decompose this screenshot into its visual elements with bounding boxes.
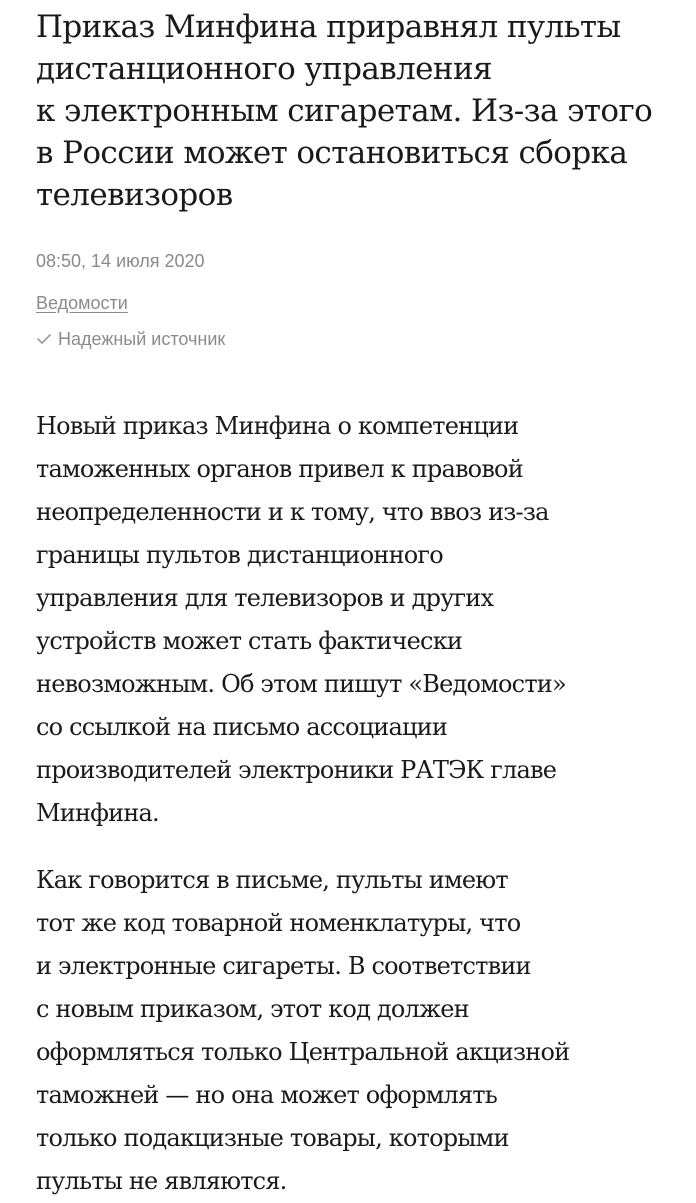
publish-date: 08:50, 14 июля 2020 (36, 251, 205, 271)
trusted-source-badge (36, 328, 666, 350)
paragraph-line: тот же код товарной номенклатуры, что (36, 909, 521, 937)
paragraph-line: управления для телевизоров и других (36, 584, 494, 612)
paragraph-line: только подакцизные товары, которыми (36, 1124, 509, 1152)
trusted-source-label: Надежный источник (58, 329, 226, 349)
paragraph-line: и электронные сигареты. В соответствии (36, 952, 531, 980)
paragraph-line: производителей электроники РАТЭК главе (36, 756, 557, 784)
paragraph-line: пульты не являются. (36, 1167, 287, 1195)
paragraph-line: Новый приказ Минфина о компетенции (36, 412, 519, 440)
paragraph-line: устройств может стать фактически (36, 627, 463, 655)
source-link[interactable]: Ведомости (36, 293, 128, 313)
article (36, 6, 666, 1203)
article-title (36, 6, 666, 216)
paragraph-line: невозможным. Об этом пишут «Ведомости» (36, 670, 566, 698)
title-line: к электронным сигаретам. Из-за этого (36, 93, 653, 129)
paragraph-line: неопределенности и к тому, что ввоз из-за (36, 498, 549, 526)
title-line: телевизоров (36, 177, 233, 213)
paragraph-line: с новым приказом, этот код должен (36, 995, 469, 1023)
title-line: дистанционного управления (36, 51, 493, 87)
check-icon (36, 332, 52, 346)
paragraph-line: таможней — но она может оформлять (36, 1081, 498, 1109)
paragraph-line: Минфина. (36, 799, 159, 827)
paragraph-line: Как говорится в письме, пульты имеют (36, 866, 508, 894)
paragraph-line: границы пультов дистанционного (36, 541, 443, 569)
title-line: Приказ Минфина приравнял пульты (36, 9, 621, 45)
title-line: в России может остановиться сборка (36, 135, 628, 171)
paragraph-line: таможенных органов привел к правовой (36, 455, 523, 483)
article-paragraph-1 (36, 405, 666, 835)
paragraph-line: со ссылкой на письмо ассоциации (36, 713, 448, 741)
paragraph-line: оформляться только Центральной акцизной (36, 1038, 570, 1066)
article-paragraph-2 (36, 859, 666, 1203)
